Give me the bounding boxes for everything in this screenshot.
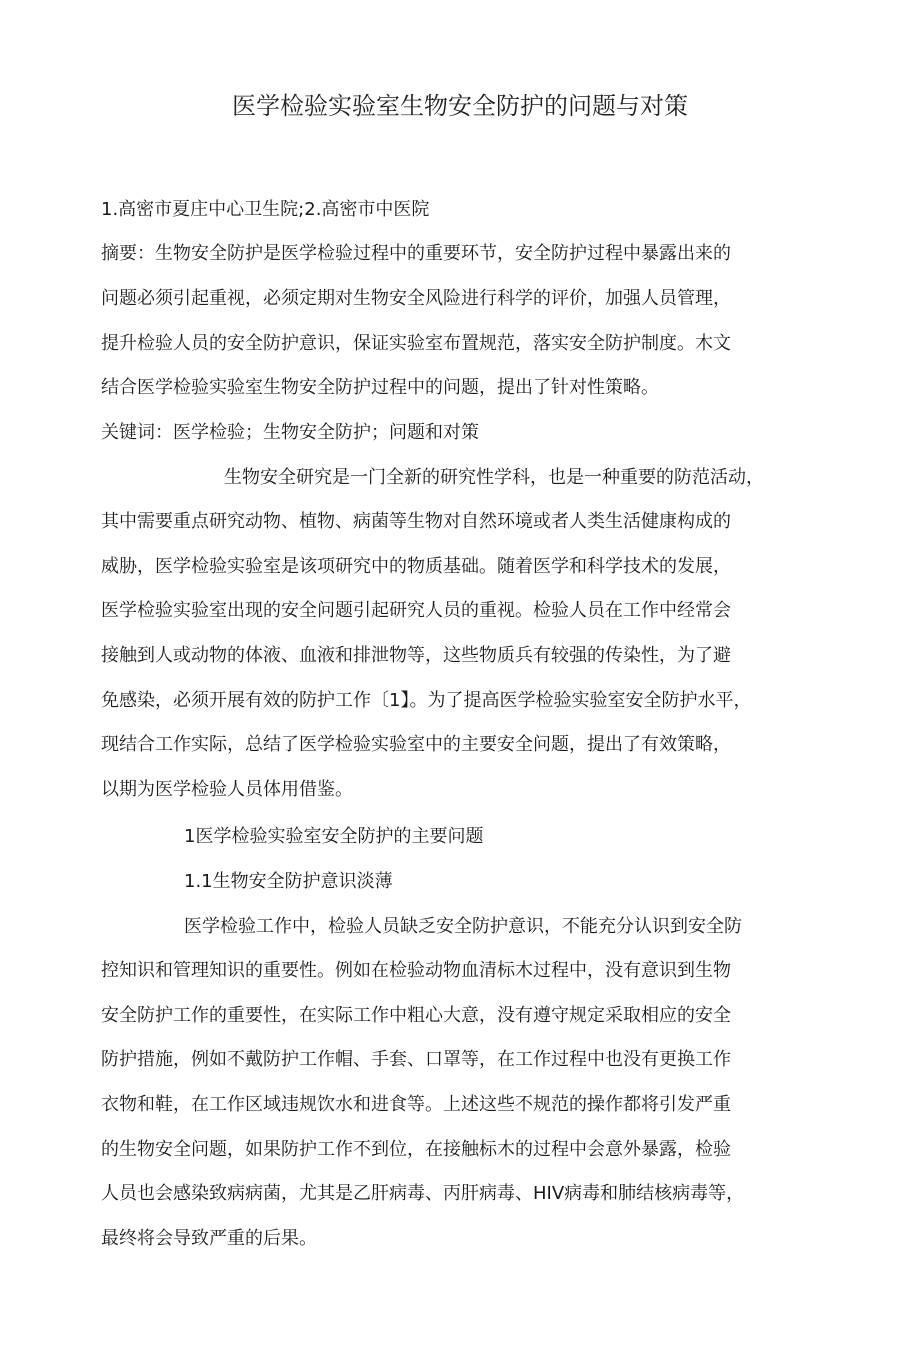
section-body-line: 安全防护工作的重要性，在实际工作中粗心大意，没有遵守规定采取相应的安全 (101, 1005, 731, 1026)
author-affiliation: 1.高密市夏庄中心卫生院;2.高密市中医院 (101, 199, 430, 220)
intro-line: 以期为医学检验人员体用借鉴。 (101, 779, 353, 800)
section-body-line: 人员也会感染致病病菌，尤其是乙肝病毒、丙肝病毒、HIV病毒和肺结核病毒等， (101, 1183, 745, 1204)
intro-line: 生物安全研究是一门全新的研究性学科，也是一种重要的防范活动， (224, 467, 764, 488)
intro-line: 威胁，医学检验实验室是该项研究中的物质基础。随着医学和科学技术的发展， (101, 556, 731, 577)
section-body-line: 最终将会导致严重的后果。 (101, 1228, 317, 1249)
abstract-line: 提升检验人员的安全防护意识，保证实验室布置规范，落实安全防护制度。木文 (101, 333, 731, 354)
section-body-line: 医学检验工作中，检验人员缺乏安全防护意识，不能充分认识到安全防 (184, 916, 742, 937)
section-heading: 1医学检验实验室安全防护的主要问题 (184, 826, 484, 847)
intro-line: 现结合工作实际，总结了医学检验实验室中的主要安全问题，提出了有效策略， (101, 734, 731, 755)
abstract-line: 问题必须引起重视，必须定期对生物安全风险进行科学的评价，加强人员管理， (101, 288, 731, 309)
keywords: 关键词：医学检验；生物安全防护；问题和对策 (101, 422, 479, 443)
intro-line: 接触到人或动物的体液、血液和排泄物等，这些物质兵有较强的传染性，为了避 (101, 645, 731, 666)
abstract-line: 摘要：生物安全防护是医学检验过程中的重要环节，安全防护过程中暴露出来的 (101, 243, 731, 264)
section-body-line: 衣物和鞋，在工作区域违规饮水和进食等。上述这些不规范的操作都将引发严重 (101, 1094, 731, 1115)
subsection-heading: 1.1生物安全防护意识淡薄 (184, 871, 393, 892)
intro-line: 其中需要重点研究动物、植物、病菌等生物对自然环境或者人类生活健康构成的 (101, 511, 731, 532)
section-body-line: 的生物安全问题，如果防护工作不到位，在接触标木的过程中会意外暴露，检验 (101, 1139, 731, 1160)
section-body-line: 防护措施，例如不戴防护工作帽、手套、口罩等，在工作过程中也没有更换工作 (101, 1049, 731, 1070)
intro-line: 医学检验实验室出现的安全问题引起研究人员的重视。检验人员在工作中经常会 (101, 600, 731, 621)
abstract-line: 结合医学检验实验室生物安全防护过程中的问题，提出了针对性策略。 (101, 377, 659, 398)
section-body-line: 控知识和管理知识的重要性。例如在检验动物血清标木过程中，没有意识到生物 (101, 960, 731, 981)
document-title: 医学检验实验室生物安全防护的问题与对策 (232, 92, 688, 120)
intro-line: 免感染，必须开展有效的防护工作〔1】。为了提高医学检验实验室安全防护水平， (101, 690, 752, 711)
